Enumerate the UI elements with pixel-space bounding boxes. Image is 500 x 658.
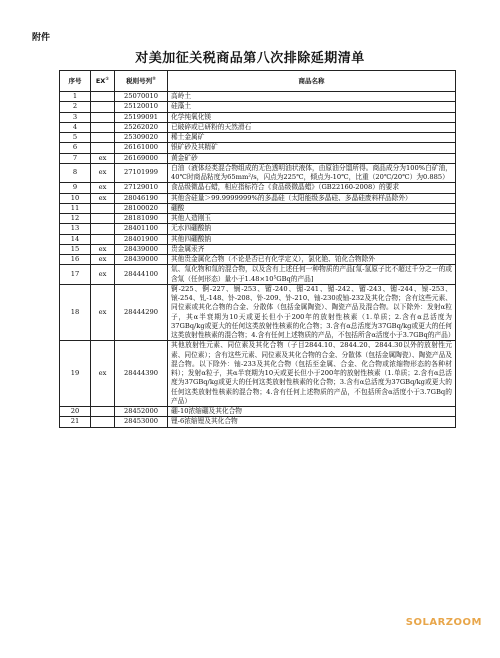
cell-ex-marker — [91, 203, 115, 213]
solarzoom-watermark: SOLARZOOM — [405, 617, 482, 628]
table-row — [60, 244, 456, 254]
cell-serial-no: 5 — [60, 133, 91, 143]
cell-ex-marker — [91, 214, 115, 224]
table-row — [60, 143, 456, 153]
cell-serial-no: 11 — [60, 203, 91, 213]
table-row — [60, 112, 456, 122]
header-ex-label: EX — [95, 76, 106, 85]
cell-product-name: 氚、氚化物和氚的混合物，以及含有上述任何一种物质的产品[氚-氢原子比不超过千分之一的或含氚（任何形态）量小于1.48×10⁵GBq的产品] — [168, 265, 456, 285]
cell-ex-marker — [91, 92, 115, 102]
table-row — [60, 265, 456, 285]
cell-ex-marker — [91, 417, 115, 427]
table-row — [60, 417, 456, 427]
cell-tariff-code: 28439000 — [115, 255, 168, 265]
header-product-name — [168, 71, 456, 92]
cell-tariff-code: 25199091 — [115, 112, 168, 122]
cell-tariff-code: 28439000 — [115, 244, 168, 254]
cell-product-name: 高岭土 — [168, 92, 456, 102]
header-tariff-code-label: 税则号列 — [126, 76, 153, 85]
cell-product-name: 硅藻土 — [168, 102, 456, 112]
table-row — [60, 183, 456, 193]
table-row — [60, 224, 456, 234]
cell-product-name: 其他含硅量＞99.9999999%的多晶硅（太阳能级多晶硅、多晶硅废料样品除外） — [168, 193, 456, 203]
cell-serial-no: 10 — [60, 193, 91, 203]
cell-tariff-code: 27129010 — [115, 183, 168, 193]
table-row — [60, 122, 456, 132]
cell-ex-marker — [91, 224, 115, 234]
header-serial-no — [60, 71, 91, 92]
header-ex-footnote-mark: ① — [105, 76, 110, 82]
cell-ex-marker: ex — [91, 153, 115, 163]
cell-tariff-code: 28046190 — [115, 193, 168, 203]
table-row — [60, 234, 456, 244]
table-row — [60, 92, 456, 102]
cell-serial-no: 9 — [60, 183, 91, 193]
table-row — [60, 341, 456, 407]
cell-tariff-code: 28444100 — [115, 265, 168, 285]
cell-ex-marker — [91, 143, 115, 153]
cell-product-name: 已破碎或已研粉的天然滑石 — [168, 122, 456, 132]
cell-product-name: 其他放射性元素、同位素及其化合物（子目2844.10、2844.20、2844.30以外的放射性元素、同位素）；含有这些元素、同位素及其化合物的合金、分散体（包括金属陶瓷）、陶瓷产品及混合物。以下除外：铀-233及其化合物（包括至金属、合金、化合物或浓缩物形态的各种材料）；发射α粒子，其α半衰期为10天或更长但小于200年的放射性核素（1.单质；2.含有α总活度为37GBq/kg或更大的任何这类放射性核素的化合物；3.含有α总活度为37GBq/kg或更大的任何这类放射性核素的混合物；4.含有任何上述物质的产品，不包括所含α活度小于3.7GBq的产品） — [168, 341, 456, 407]
cell-tariff-code: 25120010 — [115, 102, 168, 112]
cell-product-name: 银矿砂及其精矿 — [168, 143, 456, 153]
cell-ex-marker — [91, 407, 115, 417]
cell-product-name: 贵金属汞齐 — [168, 244, 456, 254]
cell-tariff-code: 28444290 — [115, 284, 168, 341]
cell-ex-marker: ex — [91, 255, 115, 265]
header-tariff-code-footnote-mark: ② — [152, 76, 156, 82]
cell-serial-no: 19 — [60, 341, 91, 407]
cell-serial-no: 18 — [60, 284, 91, 341]
cell-tariff-code: 25070010 — [115, 92, 168, 102]
cell-ex-marker — [91, 122, 115, 132]
cell-serial-no: 7 — [60, 153, 91, 163]
cell-serial-no: 4 — [60, 122, 91, 132]
cell-serial-no: 8 — [60, 163, 91, 183]
cell-serial-no: 15 — [60, 244, 91, 254]
cell-ex-marker: ex — [91, 163, 115, 183]
cell-serial-no: 13 — [60, 224, 91, 234]
table-row — [60, 163, 456, 183]
cell-ex-marker — [91, 112, 115, 122]
cell-tariff-code: 28181090 — [115, 214, 168, 224]
header-ex — [91, 71, 115, 92]
cell-ex-marker: ex — [91, 265, 115, 285]
cell-product-name: 食品级微晶石蜡，相应指标符合《食品级微晶蜡》（GB22160-2008）的要求 — [168, 183, 456, 193]
cell-serial-no: 12 — [60, 214, 91, 224]
cell-tariff-code: 27101999 — [115, 163, 168, 183]
cell-serial-no: 16 — [60, 255, 91, 265]
cell-product-name: 稀土金属矿 — [168, 133, 456, 143]
cell-ex-marker: ex — [91, 341, 115, 407]
cell-tariff-code: 26169000 — [115, 153, 168, 163]
cell-tariff-code: 28453000 — [115, 417, 168, 427]
cell-serial-no: 17 — [60, 265, 91, 285]
cell-product-name: 化学纯氧化镁 — [168, 112, 456, 122]
table-row — [60, 153, 456, 163]
table-row — [60, 214, 456, 224]
cell-ex-marker — [91, 234, 115, 244]
table-row — [60, 203, 456, 213]
cell-tariff-code: 26161000 — [115, 143, 168, 153]
cell-product-name: 其他贵金属化合物（不论是否已有化学定义），氯化铯、铂化合物除外 — [168, 255, 456, 265]
table-row — [60, 102, 456, 112]
table-row — [60, 133, 456, 143]
cell-ex-marker: ex — [91, 193, 115, 203]
header-tariff-code — [115, 71, 168, 92]
cell-serial-no: 6 — [60, 143, 91, 153]
header-serial-no-label: 序号 — [68, 76, 82, 85]
cell-product-name: 其他人造刚玉 — [168, 214, 456, 224]
cell-ex-marker: ex — [91, 284, 115, 341]
cell-serial-no: 21 — [60, 417, 91, 427]
cell-serial-no: 14 — [60, 234, 91, 244]
table-row — [60, 255, 456, 265]
cell-ex-marker — [91, 133, 115, 143]
cell-product-name: 锂-6浓缩锂及其化合物 — [168, 417, 456, 427]
cell-serial-no: 1 — [60, 92, 91, 102]
cell-ex-marker — [91, 102, 115, 112]
cell-tariff-code: 28100020 — [115, 203, 168, 213]
cell-tariff-code: 28452000 — [115, 407, 168, 417]
attachment-label: 附件 — [32, 33, 51, 43]
exclusion-list-table — [59, 70, 456, 428]
cell-serial-no: 2 — [60, 102, 91, 112]
cell-tariff-code: 28444390 — [115, 341, 168, 407]
cell-tariff-code: 28401900 — [115, 234, 168, 244]
cell-ex-marker: ex — [91, 244, 115, 254]
cell-product-name: 硼-10浓缩硼及其化合物 — [168, 407, 456, 417]
cell-product-name: 其他四硼酸钠 — [168, 234, 456, 244]
cell-ex-marker: ex — [91, 183, 115, 193]
cell-product-name: 白油（液体烃类混合物组成的无色透明油状液体，由原油分馏所得。商品成分为100%白矿油，40℃时商品粘度为65mm²/s，闪点为225℃，倾点为-10℃，比重（20℃/20℃）为0.885） — [168, 163, 456, 183]
cell-tariff-code: 25309020 — [115, 133, 168, 143]
cell-product-name: 锕-225、锕-227、锎-253、镅-240、镅-241、镅-242、镅-243、镅-244、锿-253、锿-254、钆-148、钋-208、钋-209、钋-210、铀-230或铀-232及其化合物；含有这些元素、同位素或其化合物的合金、分散体（包括金属陶瓷）、陶瓷产品及混合物。以下除外：发射α粒子，其α半衰期为10天或更长但小于200年的放射性核素（1.单质；2.含有α总活度为37GBq/kg或更大的任何这类放射性核素的化合物；3.含有α总活度为37GBq/kg或更大的任何这类放射性核素的混合物；4.含有任何上述物质的产品，不包括所含α活度小于3.7GBq的产品） — [168, 284, 456, 341]
cell-tariff-code: 28401100 — [115, 224, 168, 234]
document-title: 对美加征关税商品第八次排除延期清单 — [135, 51, 365, 66]
table-row — [60, 284, 456, 341]
cell-tariff-code: 25262020 — [115, 122, 168, 132]
table-row — [60, 407, 456, 417]
header-product-name-label: 商品名称 — [298, 76, 325, 85]
cell-serial-no: 20 — [60, 407, 91, 417]
cell-serial-no: 3 — [60, 112, 91, 122]
table-row — [60, 193, 456, 203]
cell-product-name: 硼酸 — [168, 203, 456, 213]
cell-product-name: 黄金矿砂 — [168, 153, 456, 163]
cell-product-name: 无水四硼酸钠 — [168, 224, 456, 234]
table-header-row — [60, 71, 456, 92]
